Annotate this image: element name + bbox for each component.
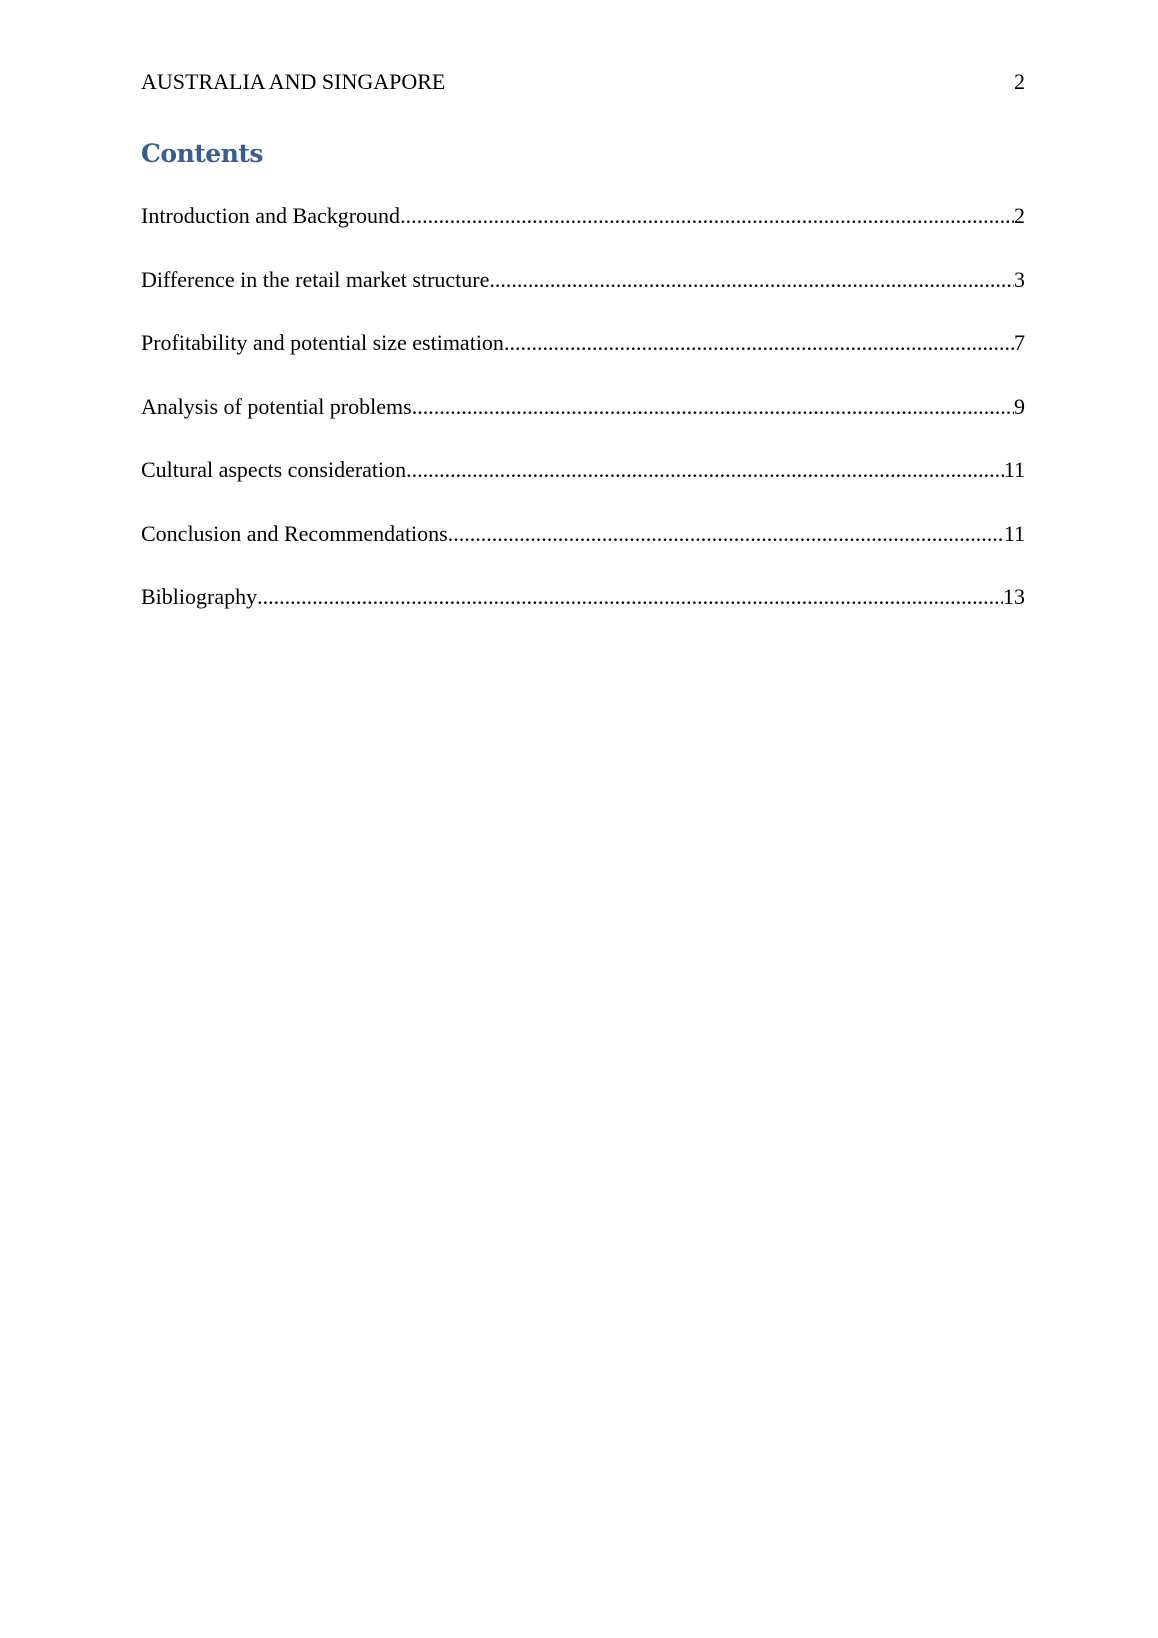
toc-entry-introduction[interactable] xyxy=(141,200,1025,232)
toc-entry-page: 13 xyxy=(1003,584,1025,609)
toc-entry-bibliography[interactable] xyxy=(141,581,1025,613)
toc-entry-text: Bibliography xyxy=(141,584,258,609)
toc-entry-text: Difference in the retail market structure xyxy=(141,266,490,292)
toc-dot-leader xyxy=(412,391,1014,423)
toc-entry-text: Introduction and Background xyxy=(141,203,401,228)
toc-entry-conclusion[interactable] xyxy=(141,518,1025,550)
toc-entry-text: Conclusion and Recommendations xyxy=(141,520,448,546)
toc-entry-profitability[interactable] xyxy=(141,327,1025,359)
page-header xyxy=(141,66,1025,98)
toc-entry-page: 2 xyxy=(1014,203,1025,228)
toc-entry-retail-market-structure[interactable] xyxy=(141,264,1025,296)
toc-entry-page: 11 xyxy=(1003,457,1025,482)
toc-dot-leader xyxy=(489,264,1014,296)
toc-dot-leader xyxy=(257,581,1003,613)
table-of-contents xyxy=(141,200,1025,645)
toc-entry-text: Cultural aspects consideration xyxy=(141,457,407,482)
toc-entry-text: Profitability and potential size estimation xyxy=(141,330,504,355)
toc-dot-leader xyxy=(448,518,1004,550)
toc-dot-leader xyxy=(504,327,1014,359)
toc-entry-potential-problems[interactable] xyxy=(141,391,1025,423)
toc-entry-page: 3 xyxy=(1014,266,1025,292)
toc-entry-cultural-aspects[interactable] xyxy=(141,454,1025,486)
page-number: 2 xyxy=(1014,69,1025,94)
toc-dot-leader xyxy=(406,454,1004,486)
toc-dot-leader xyxy=(400,200,1014,232)
toc-entry-text: Analysis of potential problems xyxy=(141,393,412,419)
toc-entry-page: 7 xyxy=(1014,330,1025,355)
running-head: AUSTRALIA AND SINGAPORE xyxy=(141,69,446,94)
toc-entry-page: 11 xyxy=(1003,520,1025,546)
toc-heading: Contents xyxy=(141,139,264,168)
toc-entry-page: 9 xyxy=(1014,393,1025,419)
